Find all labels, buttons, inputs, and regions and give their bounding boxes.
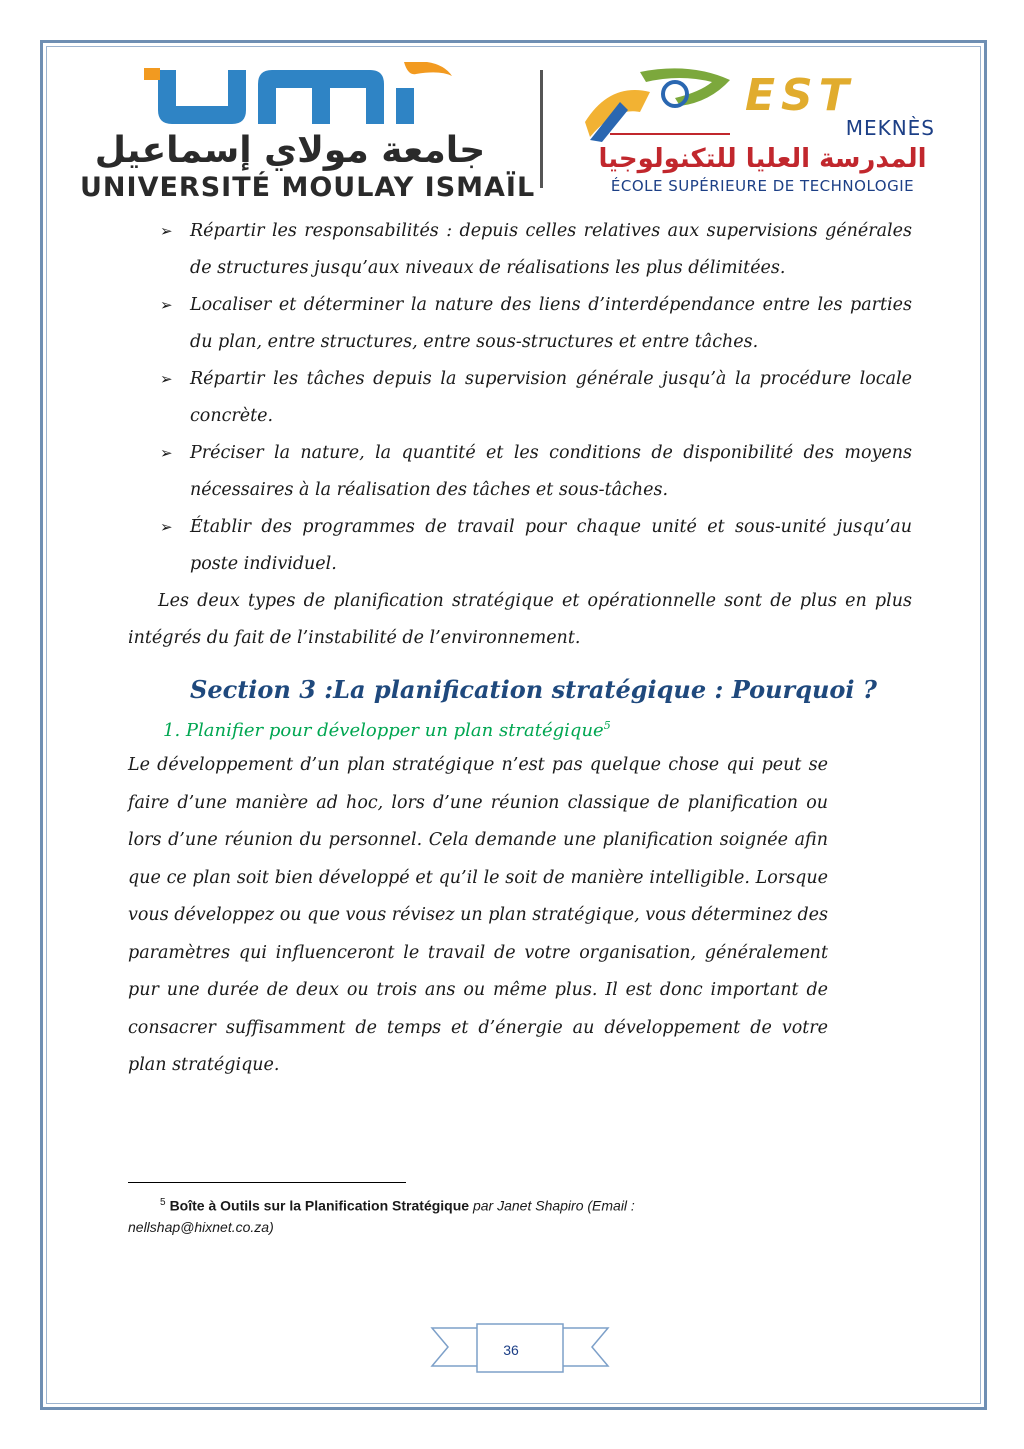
footnote-ref[interactable]: 5 bbox=[603, 719, 611, 732]
footnote-number: 5 bbox=[160, 1197, 166, 1208]
header-divider bbox=[540, 70, 543, 188]
list-item: ➢ Localiser et déterminer la nature des liens d’interdépendance entre les parties du plan, entre structures, entre sous-structures et entre tâches. bbox=[190, 287, 912, 361]
page-number: 36 bbox=[503, 1342, 519, 1358]
list-item: ➢ Répartir les tâches depuis la supervision générale jusqu’à la procédure locale concrète. bbox=[190, 361, 912, 435]
umi-logo bbox=[80, 62, 536, 203]
bullet-list bbox=[128, 213, 912, 583]
est-latin-name: ÉCOLE SUPÉRIEURE DE TECHNOLOGIE bbox=[610, 177, 915, 195]
footnote-title: Boîte à Outils sur la Planification Stratégique bbox=[169, 1197, 470, 1214]
section-title: Section 3 :La planification stratégique : Pourquoi ? bbox=[190, 675, 877, 704]
page-content bbox=[128, 213, 912, 1085]
umi-arabic-name: جامعة مولاي إسماعيل bbox=[94, 130, 486, 171]
arrow-bullet-icon: ➢ bbox=[160, 296, 173, 314]
footnote-separator bbox=[128, 1182, 406, 1183]
body-paragraph: Le développement d’un plan stratégique n’est pas quelque chose qui peut se faire d’une manière ad hoc, lors d’une réunion classique de planification ou lors d’une réunion du personnel. Cela demande une planification soignée afin que ce plan soit bien développé et qu’il le soit de manière intelligible. Lorsque vous développez ou que vous révisez un plan stratégique, vous déterminez des paramètres qui influenceront le travail de votre organisation, généralement pur une durée de deux ou trois ans ou même plus. Il est donc important de consacrer suffisamment de temps et d’énergie au développement de votre plan stratégique. bbox=[128, 755, 828, 1075]
arrow-bullet-icon: ➢ bbox=[160, 518, 173, 536]
footnote bbox=[128, 1192, 778, 1238]
est-logo bbox=[580, 62, 945, 195]
est-city: MEKNÈS bbox=[845, 116, 935, 140]
arrow-bullet-icon: ➢ bbox=[160, 444, 173, 462]
arrow-bullet-icon: ➢ bbox=[160, 370, 173, 388]
arrow-bullet-icon: ➢ bbox=[160, 222, 173, 240]
umi-latin-name: UNIVERSITÉ MOULAY ISMAÏL bbox=[80, 172, 536, 203]
footnote-source: par Janet Shapiro (Email : nellshap@hixnet.co.za) bbox=[128, 1197, 635, 1235]
list-item: ➢ Répartir les responsabilités : depuis celles relatives aux supervisions générales de structures jusqu’aux niveaux de réalisations les plus délimitées. bbox=[190, 213, 912, 287]
est-arabic-name: المدرسة العليا للتكنولوجيا bbox=[598, 144, 927, 174]
umi-letters-graphic bbox=[140, 62, 470, 132]
list-item: ➢ Établir des programmes de travail pour chaque unité et sous-unité jusqu’au poste individuel. bbox=[190, 509, 912, 583]
intro-paragraph: Les deux types de planification stratégique et opérationnelle sont de plus en plus intégrés du fait de l’instabilité de l’environnement. bbox=[128, 591, 912, 648]
est-emblem-graphic bbox=[580, 62, 750, 142]
subsection-heading: 1. Planifier pour développer un plan stratégique$^5$ bbox=[163, 719, 611, 741]
list-item: ➢ Préciser la nature, la quantité et les conditions de disponibilité des moyens nécessaires à la réalisation des tâches et sous-tâches. bbox=[190, 435, 912, 509]
est-wordmark: EST bbox=[745, 70, 855, 121]
